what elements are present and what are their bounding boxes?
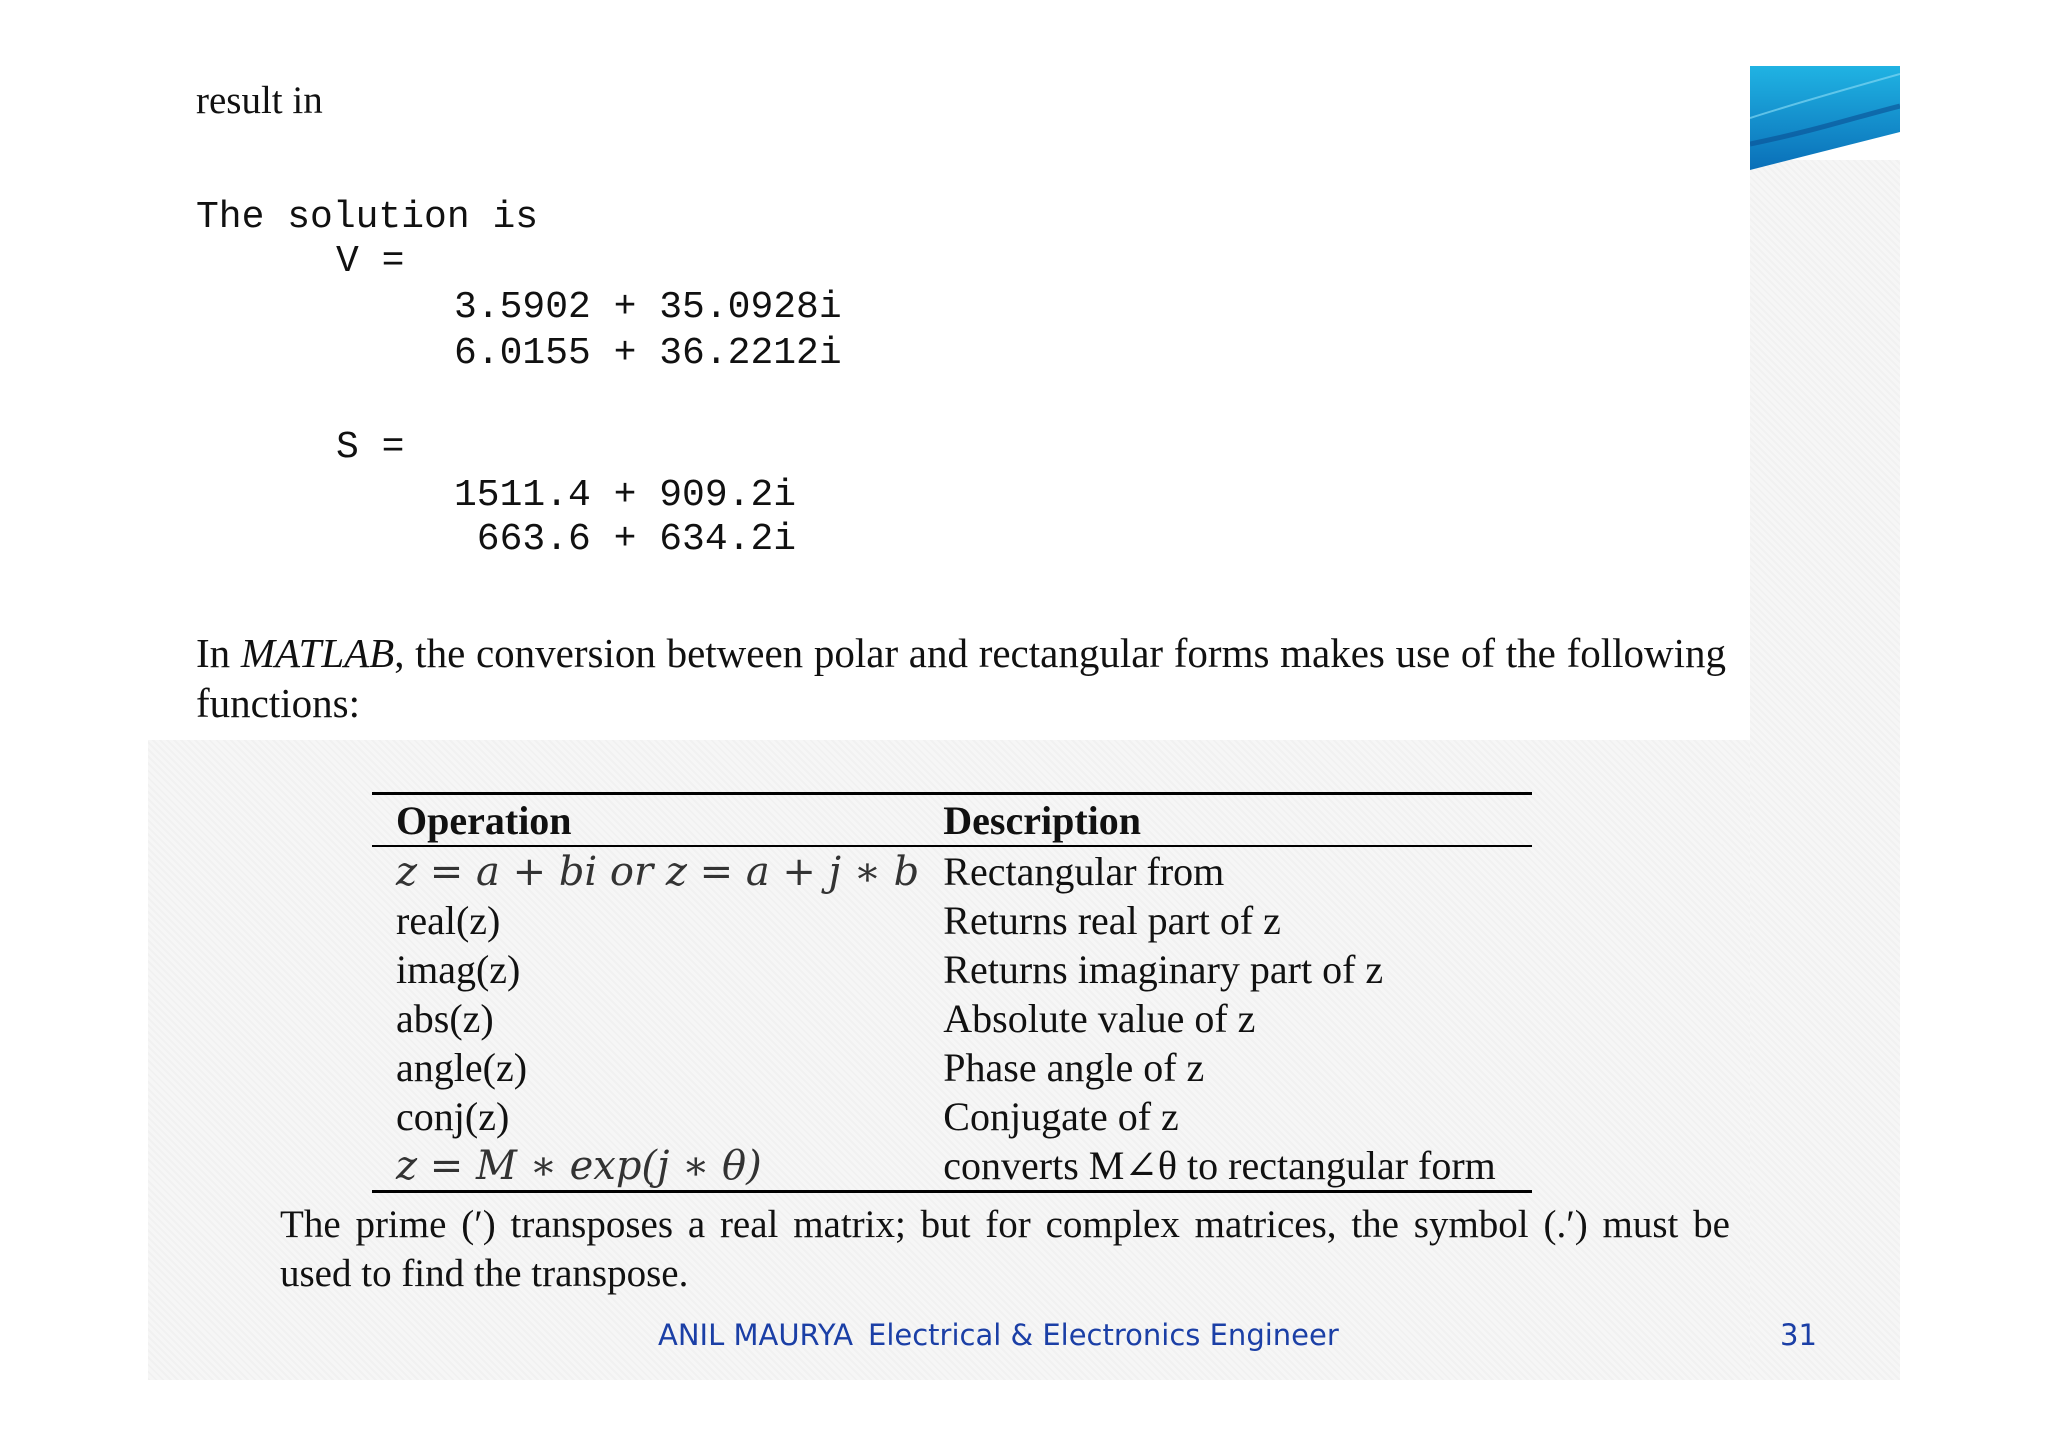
functions-table: [372, 792, 1532, 1193]
footer-author: ANIL MAURYA: [658, 1318, 854, 1352]
operation-cell: angle(z): [396, 1045, 528, 1090]
table-row: [372, 846, 1532, 896]
operation-cell: abs(z): [396, 996, 494, 1041]
header-description: Description: [919, 794, 1532, 847]
corner-logo-icon: [1750, 66, 1900, 170]
operation-cell: z = M ∗ exp(j ∗ θ): [372, 1141, 919, 1192]
table-row: [372, 994, 1532, 1043]
footer-role: Electrical & Electronics Engineer: [868, 1318, 1339, 1352]
operation-cell: conj(z): [396, 1094, 510, 1139]
description-cell: Returns imaginary part of z: [943, 947, 1384, 992]
page-number: 31: [1780, 1318, 1817, 1352]
paragraph-after: , the conversion between polar and rectangular forms makes use of the following functions:: [196, 630, 1727, 726]
v-value-2: 6.0155 + 36.2212i: [454, 332, 842, 375]
solution-heading: The solution is: [196, 196, 539, 239]
description-cell: Absolute value of z: [943, 996, 1256, 1041]
table-row: [372, 945, 1532, 994]
description-cell: Conjugate of z: [943, 1094, 1179, 1139]
table-row: [372, 896, 1532, 945]
paragraph-emphasis: MATLAB: [240, 630, 395, 676]
operation-cell: real(z): [396, 898, 501, 943]
table-row: [372, 1092, 1532, 1141]
s-label: S =: [336, 426, 405, 469]
transpose-note: The prime (′) transposes a real matrix; but for complex matrices, the symbol (.′) must be used to find the transpose.: [280, 1203, 1730, 1295]
intro-text: result in: [196, 79, 323, 122]
s-value-2: 663.6 + 634.2i: [454, 518, 797, 561]
operation-cell: imag(z): [396, 947, 521, 992]
intro-paragraph: [196, 628, 1726, 728]
table-row: [372, 1043, 1532, 1092]
paragraph-before: In: [196, 630, 241, 676]
description-cell: Rectangular from: [943, 849, 1225, 894]
s-value-1: 1511.4 + 909.2i: [454, 474, 797, 517]
table-header-row: [372, 794, 1532, 847]
header-operation: Operation: [372, 794, 919, 847]
description-cell: Returns real part of z: [943, 898, 1281, 943]
v-label: V =: [336, 240, 405, 283]
operation-cell: z = a + bi or z = a + j ∗ b: [396, 848, 920, 895]
v-value-1: 3.5902 + 35.0928i: [454, 286, 842, 329]
description-cell: converts M∠θ to rectangular form: [919, 1141, 1532, 1192]
description-cell: Phase angle of z: [943, 1045, 1205, 1090]
table-row: [372, 1141, 1532, 1192]
